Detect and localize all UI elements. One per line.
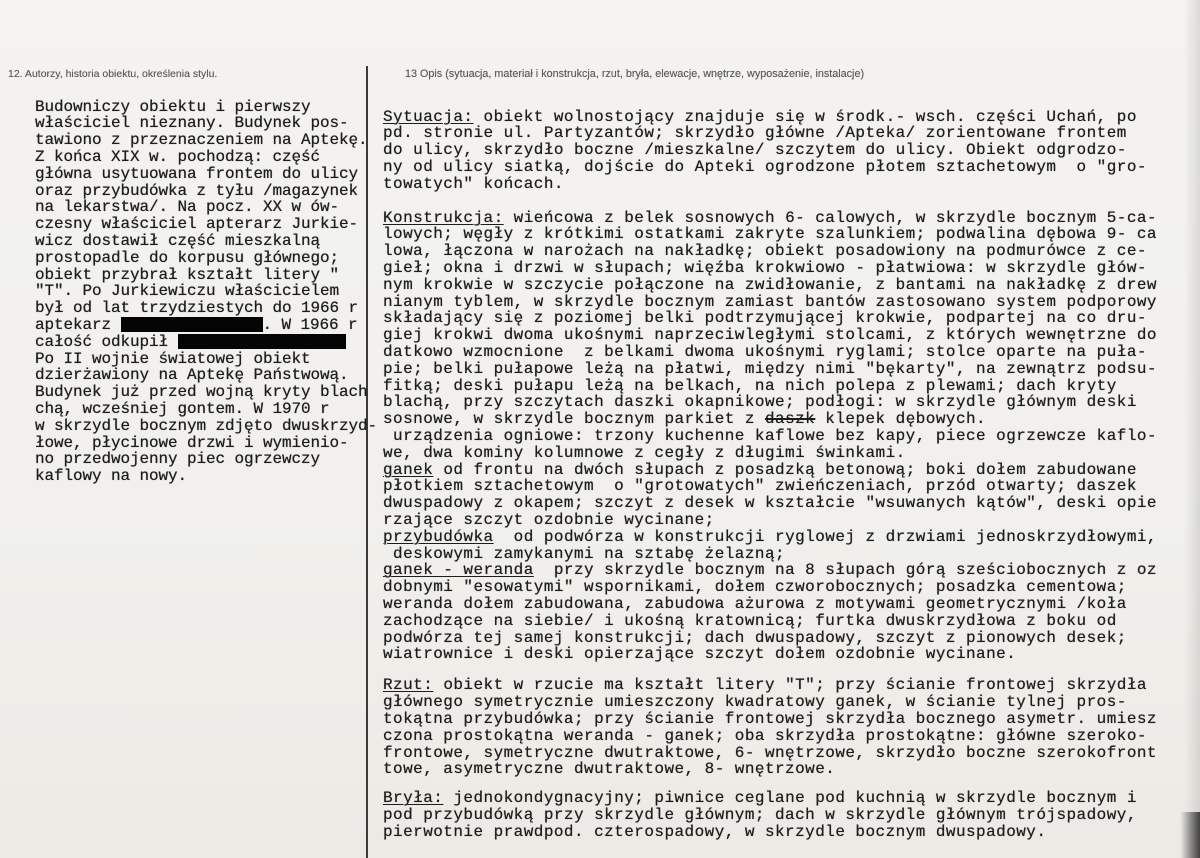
description-text-line: składający się z poziomej belki podtrzymującej krokwie, podpartej na co dru- bbox=[383, 309, 1147, 328]
line-text: całość odkupił bbox=[35, 332, 178, 351]
history-text-line: wicz dostawił część mieszkalną bbox=[35, 231, 321, 250]
description-text-line bbox=[383, 529, 1157, 546]
section-heading-label: Konstrukcja: bbox=[383, 208, 504, 227]
section-heading-label: Bryła: bbox=[383, 789, 444, 808]
section-sytuacja bbox=[383, 109, 1157, 193]
line-text: przy skrzydle bocznym na 8 słupach górą sześciobocznych z oz bbox=[533, 561, 1157, 580]
description-text-line bbox=[383, 109, 1157, 126]
description-text-line: giej krokwi dwoma ukośnymi naprzeciwległymi stolcami, z których wewnętrzne do bbox=[383, 326, 1157, 345]
struck-out-text: daszk bbox=[764, 410, 816, 429]
description-text-line: ny od ulicy siatką, dojście do Apteki ogrodzone płotem sztachetowym o "gro- bbox=[383, 157, 1147, 176]
history-text-line: no przedwojenny piec ogrzewczy bbox=[35, 450, 321, 469]
section-heading-label: Sytuacja: bbox=[383, 107, 474, 126]
line-text: aptekarz bbox=[35, 315, 121, 334]
redaction-block bbox=[121, 317, 263, 332]
description-text-line bbox=[383, 562, 1157, 579]
description-text-line: lowa, łączona w narożach na nakładkę; obiekt posadowiony na podmurówce z ce- bbox=[383, 242, 1147, 261]
description-text-line bbox=[383, 677, 1157, 694]
description-text-line: blachą, przy szczytach daszki okapnikowe; podłogi: w skrzydle głównym deski bbox=[383, 393, 1137, 412]
line-text: obiekt wolnostojący znajduje się w środk.- wsch. części Uchań, po bbox=[473, 107, 1137, 126]
history-text-line: prostopadle do korpusu głównego; bbox=[35, 248, 340, 267]
line-text: obiekt w rzucie ma kształt litery "T"; przy ścianie frontowej skrzydła bbox=[433, 676, 1147, 695]
section-bryla bbox=[383, 790, 1157, 840]
history-text-line: Budynek już przed wojną kryty blach bbox=[35, 383, 368, 402]
history-text-line bbox=[35, 317, 377, 334]
description-text-line: fitką; deski pułapu leżą na belkach, na nich polepa z plewami; dach kryty bbox=[383, 376, 1117, 395]
description-text-line: czona prostokątna weranda - ganek; oba skrzydła prostokątne: główne szeroko- bbox=[383, 726, 1147, 745]
description-text-line: urządzenia ogniowe: trzony kuchenne kaflowe bez kapy, piece ogrzewcze kaflo- bbox=[383, 426, 1157, 445]
section-heading-label: przybudówka bbox=[383, 527, 494, 546]
line-text: od frontu na dwóch słupach z posadzką betonową; boki dołem zabudowane bbox=[433, 460, 1137, 479]
description-text-line: do ulicy, skrzydło boczne /mieszkalne/ szczytem do ulicy. Obiekt odgrodzo- bbox=[383, 141, 1127, 160]
description-text-line: datkowo wzmocnione z belkami dwoma ukośnymi ryglami; stolce oparte na puła- bbox=[383, 342, 1147, 361]
line-text: od podwórza w konstrukcji ryglowej z drzwiami jednoskrzydłowymi, bbox=[493, 527, 1157, 546]
description-text-line: towe, asymetryczne dwutraktowe, 8- wnętrzowe. bbox=[383, 760, 836, 779]
description-text-line: frontowe, symetryczne dwutraktowe, 6- wnętrzowe, skrzydło boczne szerokofront bbox=[383, 743, 1157, 762]
description-text-line: pie; belki pułapowe leżą na płatwi, między nimi "bękarty", na zewnątrz podsu- bbox=[383, 359, 1157, 378]
description-text-line: podwórza tej samej konstrukcji; dach dwuspadowy, szczyt z pionowych desek; bbox=[383, 628, 1127, 647]
description-text-line bbox=[383, 790, 1157, 807]
history-text-line: chą, wcześniej gontem. W 1970 r bbox=[35, 399, 330, 418]
history-text-line: obiekt przybrał kształt litery " bbox=[35, 265, 340, 284]
field-12-label: 12. Autorzy, historia obiektu, określenia stylu. bbox=[8, 68, 218, 80]
description-text-line bbox=[383, 462, 1157, 479]
description-text-line: pierwotnie prawdpod. czterospadowy, w skrzydle bocznym dwuspadowy. bbox=[383, 823, 1047, 842]
description-text-line: gieł; okna i drzwi w słupach; więźba krokwiowo - płatwiowa: w skrzydle głów- bbox=[383, 258, 1147, 277]
section-heading-label: Rzut: bbox=[383, 676, 434, 695]
scan-edge-shadow bbox=[1184, 0, 1200, 858]
section-rzut bbox=[383, 677, 1157, 778]
line-text: wieńcowa z belek sosnowych 6- calowych, w skrzydle bocznym 5-ca- bbox=[503, 208, 1157, 227]
field-13-label: 13 Opis (sytuacja, materiał i konstrukcja, rzut, bryła, elewacje, wnętrze, wyposażenie, instalacje) bbox=[405, 68, 865, 80]
history-text-line: Z końca XIX w. pochodzą: część bbox=[35, 147, 321, 166]
description-text-line: pd. stronie ul. Partyzantów; skrzydło główne /Apteka/ zorientowane frontem bbox=[383, 124, 1127, 143]
line-text: klepek dębowych. bbox=[815, 410, 987, 429]
redaction-block bbox=[178, 334, 346, 349]
history-text-line: dzierżawiony na Aptekę Państwową. bbox=[35, 366, 349, 385]
history-text-line: w skrzydle bocznym zdjęto dwuskrzyd- bbox=[35, 416, 378, 435]
description-text-line: dobnymi "esowatymi" wspornikami, dołem czworobocznych; posadzka cementowa; bbox=[383, 578, 1127, 597]
description-text-line: nym krokwie w szczycie połączone na zwidłowanie, z bantami na nakładkę z drew bbox=[383, 275, 1157, 294]
history-text-line: łowe, płycinowe drzwi i wymienio- bbox=[35, 433, 349, 452]
description-text-line: zachodzące na siebie/ i ukośną kratownicą; furtka dwuskrzydłowa z boku od bbox=[383, 611, 1117, 630]
section-konstrukcja bbox=[383, 210, 1157, 664]
history-text-line bbox=[35, 334, 377, 351]
description-text-line: wiatrownice i deski opierzające szczyt dołem ozdobnie wycinane. bbox=[383, 645, 1017, 664]
description-text-line: lowych; węgły z krótkimi ostatkami zakryte szalunkiem; podwalina dębowa 9- ca bbox=[383, 225, 1157, 244]
description-text-line: płotkiem sztachetowym o "grotowatych" zwieńczeniach, przód otwarty; daszek bbox=[383, 477, 1137, 496]
history-text-line: "T". Po Jurkiewiczu właścicielem bbox=[35, 282, 340, 301]
history-column bbox=[35, 99, 377, 485]
section-heading-label: ganek - weranda bbox=[383, 561, 534, 580]
description-text-line: rzające szczyt ozdobnie wycinane; bbox=[383, 510, 715, 529]
history-text-line: był od lat trzydziestych do 1966 r bbox=[35, 299, 359, 318]
section-heading-label: ganek bbox=[383, 460, 434, 479]
history-text-line: czesny właściciel apterarz Jurkie- bbox=[35, 215, 359, 234]
history-text-line: główna usytuowana frontem do ulicy bbox=[35, 164, 359, 183]
history-text-line: kaflowy na nowy. bbox=[35, 467, 188, 486]
description-text-line: tokątna przybudówka; przy ścianie frontowej skrzydła bocznego asymetr. umiesz bbox=[383, 710, 1157, 729]
history-text-line: tawiono z przeznaczeniem na Aptekę. bbox=[35, 131, 368, 150]
line-text: sosnowe, w skrzydle bocznym parkiet z bbox=[383, 410, 765, 429]
line-text: jednokondygnacyjny; piwnice ceglane pod kuchnią w skrzydle bocznym i bbox=[443, 789, 1137, 808]
scan-corner-shadow bbox=[1180, 812, 1200, 858]
history-text-line: właściciel nieznany. Budynek pos- bbox=[35, 114, 349, 133]
description-text-line: weranda dołem zabudowana, zabudowa ażurowa z motywami geometrycznymi /koła bbox=[383, 594, 1127, 613]
history-text-line: na lekarstwa/. Na pocz. XX w ów- bbox=[35, 198, 340, 217]
history-text-line: Po II wojnie światowej obiekt bbox=[35, 349, 311, 368]
description-column bbox=[383, 109, 1157, 841]
description-text-line: towatych" końcach. bbox=[383, 174, 564, 193]
line-text: . W 1966 r bbox=[262, 315, 358, 334]
description-text-line bbox=[383, 210, 1157, 227]
history-text-line: Budowniczy obiektu i pierwszy bbox=[35, 97, 311, 116]
description-text-line bbox=[383, 411, 1157, 428]
description-text-line: nianym tyblem, w skrzydle bocznym zamiast bantów zastosowano system podporowy bbox=[383, 292, 1157, 311]
description-text-line: we, dwa kominy kolumnowe z cegły z długimi świnkami. bbox=[383, 443, 906, 462]
description-text-line: głównego symetrycznie umieszczony kwadratowy ganek, w ścianie tylnej pros- bbox=[383, 693, 1127, 712]
history-text-line: oraz przybudówka z tyłu /magazynek bbox=[35, 181, 359, 200]
description-text-line: dwuspadowy z okapem; szczyt z desek w kształcie "wsuwanych kątów", deski opie bbox=[383, 494, 1157, 513]
description-text-line: deskowymi zamykanymi na sztabę żelazną; bbox=[383, 544, 786, 563]
description-text-line: pod przybudówką przy skrzydle głównym; dach w skrzydle głównym trójspadowy, bbox=[383, 806, 1137, 825]
